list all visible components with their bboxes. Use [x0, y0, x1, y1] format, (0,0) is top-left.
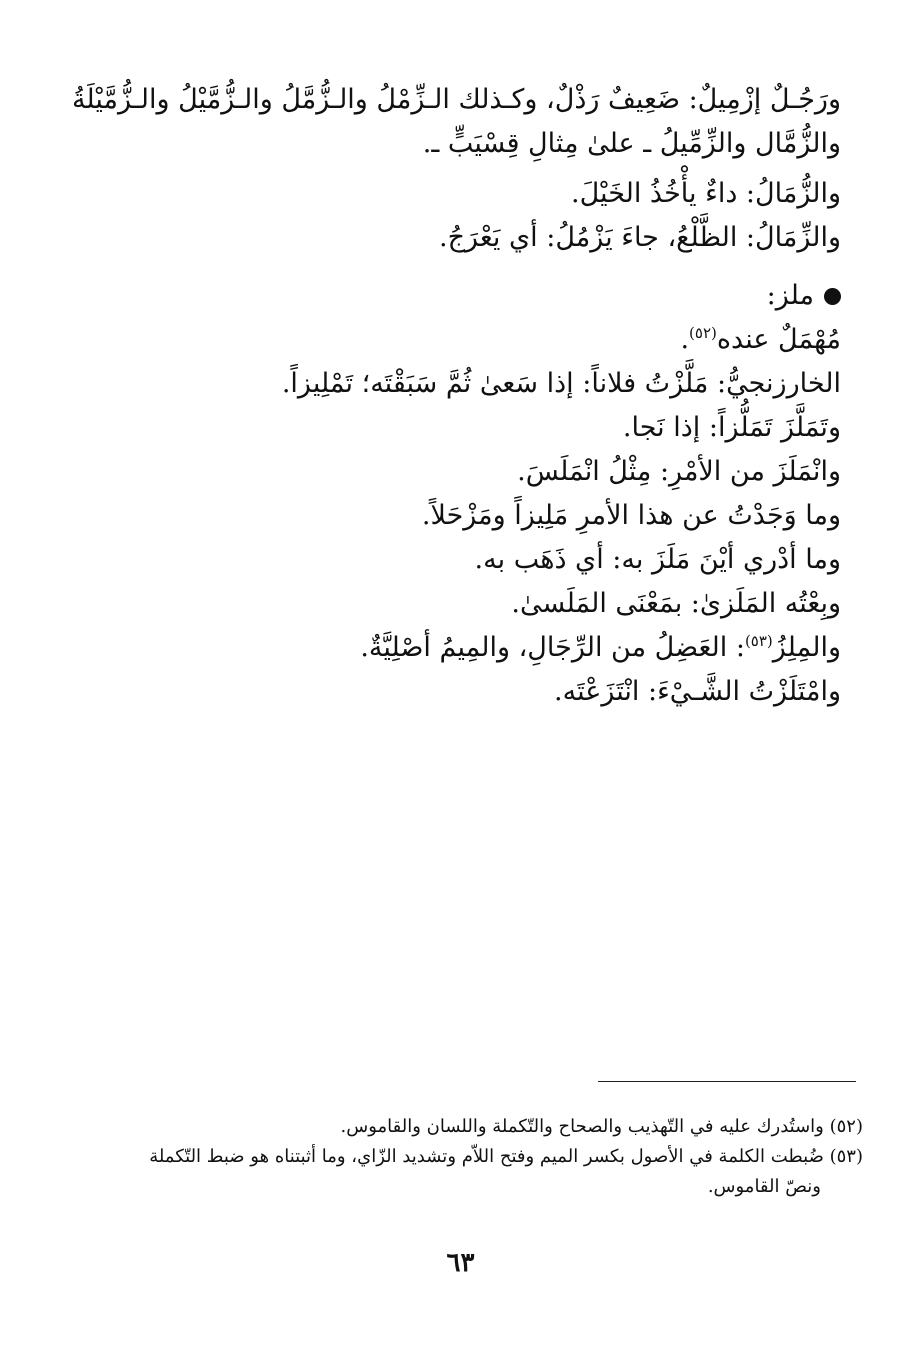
milz-text-a: والمِلِزُ — [772, 632, 841, 663]
text-line-1: ورَجُـلٌ إزْمِيلٌ: ضَعِيفٌ رَذْلٌ، وكـذلك الـزِّمْلُ والـزُّمَّلُ والـزُّمَّيْلُ والـزُّمَّيْلَةُ — [71, 84, 841, 115]
text-line-bitu: وبِعْتُه المَلَزىٰ: بمَعْنَى المَلَسىٰ. — [511, 588, 841, 619]
footnote-52: (٥٢) واستُدرك عليه في التّهذيب والصحاح والتّكملة واللسان والقاموس. — [340, 1116, 863, 1137]
text-line-3: والزُّمَالُ: داءٌ يأْخُذُ الخَيْلَ. — [571, 178, 841, 209]
text-line-tamallaz: وتَمَلَّزَ تَمَلُّزاً: إذا نَجا. — [622, 412, 841, 443]
text-line-milz — [80, 626, 841, 670]
footnote-ref-53[interactable]: (٥٣) — [744, 632, 773, 650]
milz-text-b: : العَضِلُ من الرِّجَالِ، والمِيمُ أصْلِيَّةٌ. — [360, 632, 745, 663]
text-line-muhmal — [80, 318, 841, 362]
page-number: ٦٣ — [446, 1248, 475, 1278]
main-text — [71, 78, 841, 714]
footnote-ref-52[interactable]: (٥٢) — [689, 324, 717, 342]
footnotes — [72, 1112, 863, 1202]
text-line-khar: الخارزنجيُّ: مَلَّزْتُ فلاناً: إذا سَعىٰ ثُمَّ سَبَقْتَه؛ تَمْلِيزاً. — [281, 368, 841, 399]
entry-heading-label: ملز: — [766, 280, 814, 311]
muhmal-end: . — [680, 324, 690, 355]
footnote-divider — [598, 1081, 856, 1082]
footnote-53-line-2: ونصّ القاموس. — [707, 1176, 821, 1197]
text-line-wajadtu: وما وَجَدْتُ عن هذا الأمرِ مَلِيزاً ومَزْحَلاً. — [421, 500, 841, 531]
text-line-imtalaztu: وامْتَلَزْتُ الشَّـيْءَ: انْتَزَعْتَه. — [554, 676, 841, 707]
entry-heading — [80, 274, 841, 318]
bullet-icon — [824, 288, 841, 305]
text-line-adri: وما أدْري أيْنَ مَلَزَ به: أي ذَهَب به. — [474, 544, 841, 575]
text-line-inmalaz: وانْمَلَزَ من الأمْرِ: مِثْلُ انْمَلَسَ. — [517, 456, 841, 487]
text-line-2: والزُّمَّال والزِّمِّيلُ ـ علىٰ مِثالِ قِسْيَبٍّ ـ. — [422, 128, 841, 159]
footnote-53-line-1: (٥٣) ضُبطت الكلمة في الأصول بكسر الميم وفتح اللاّم وتشديد الزّاي، وما أثبتناه هو ضبط التّكملة — [149, 1146, 863, 1167]
muhmal-text: مُهْمَلٌ عنده — [716, 324, 841, 355]
text-line-4: والزِّمَالُ: الظَّلْعُ، جاءَ يَزْمُلُ: أي يَعْرَجُ. — [439, 222, 841, 253]
